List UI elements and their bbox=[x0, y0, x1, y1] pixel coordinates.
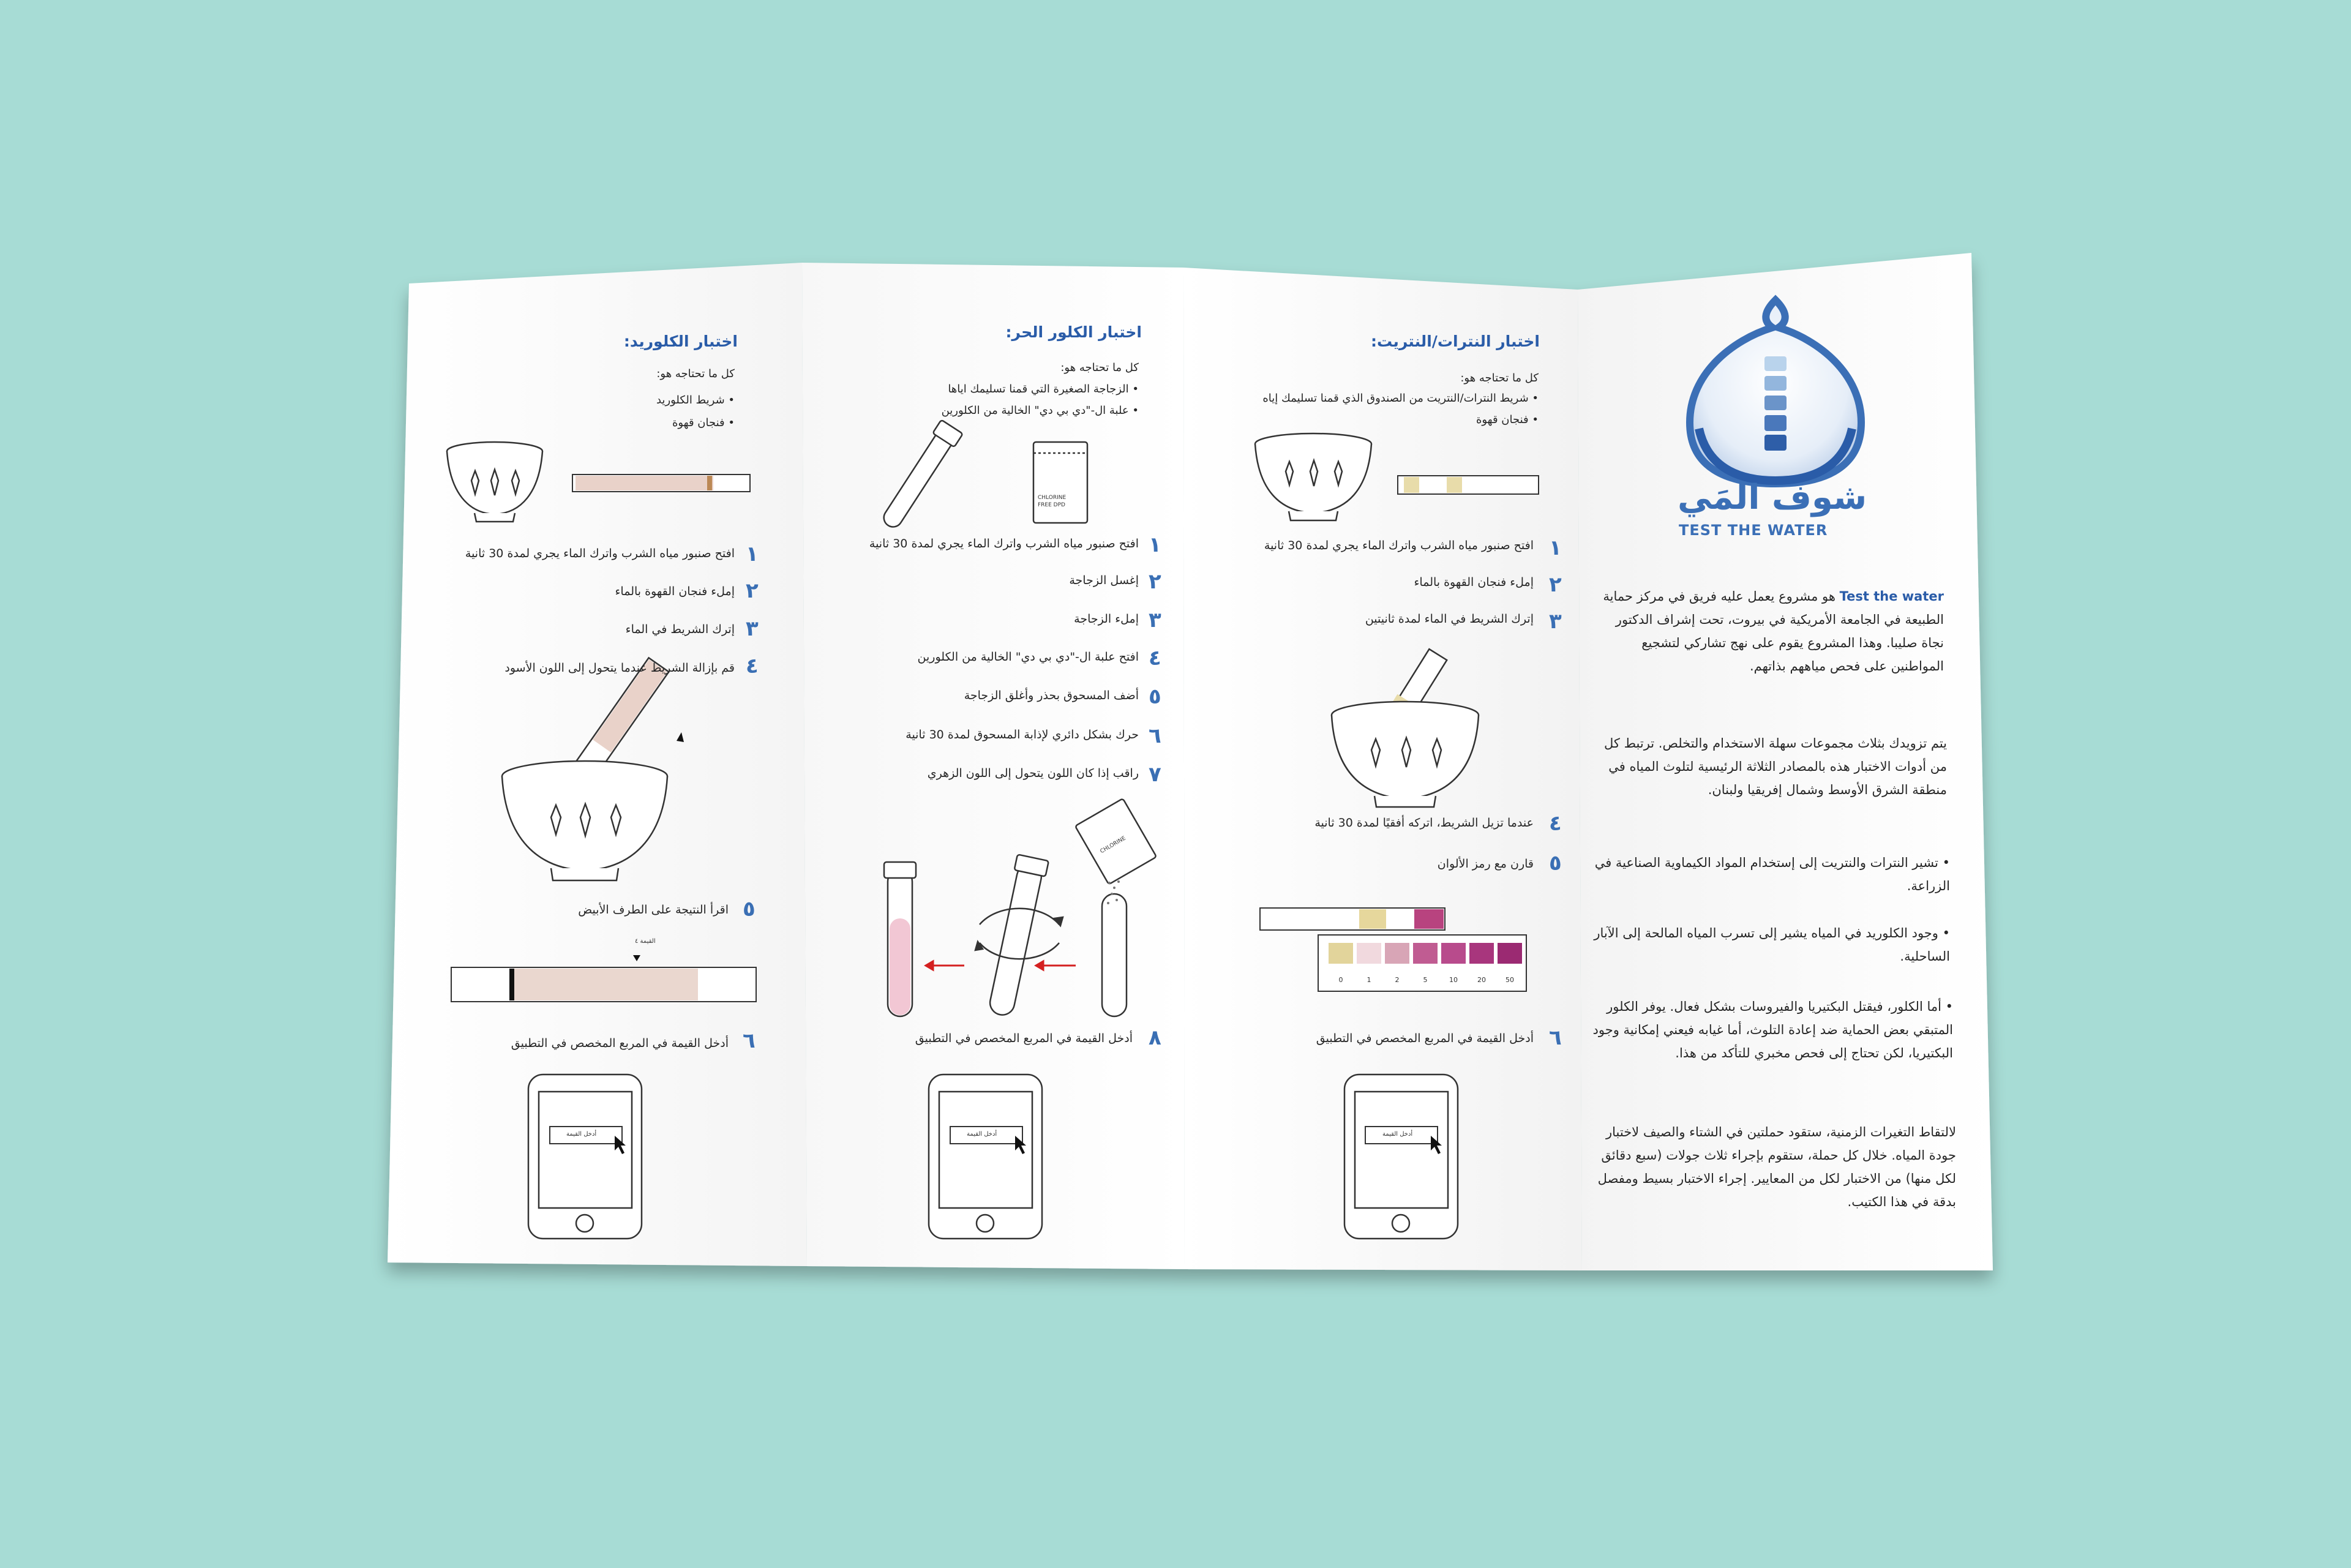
chlorine-step-6: حرك بشكل دائري لإذابة المسحوق لمدة 30 ثانية bbox=[906, 728, 1139, 741]
chlorine-step-8: أدخل القيمة في المربع المخصص في التطبيق bbox=[915, 1032, 1133, 1045]
chlorine-item-2: • علبة ال-"دي بي دي" الخالية من الكلورين bbox=[941, 404, 1139, 417]
chlorine-item-1: • الزجاجة الصغيرة التي قمنا تسليمك اياها bbox=[948, 383, 1139, 396]
brand-name-arabic: شوف المَي bbox=[1678, 478, 1867, 517]
nitrate-step-1: افتح صنبور مياه الشرب واترك الماء يجري لمدة 30 ثانية bbox=[1264, 539, 1534, 552]
svg-text:CHLORINE: CHLORINE bbox=[1099, 835, 1127, 855]
nitrate-item-2-text: فنجان قهوة bbox=[1475, 413, 1529, 426]
chlorine-step-5-number: ٥ bbox=[1149, 685, 1161, 709]
nitrate-scale-swatch bbox=[1441, 943, 1466, 964]
phone-illustration-chlorine bbox=[929, 1075, 1042, 1239]
chlorine-step-2-number: ٢ bbox=[1149, 569, 1161, 594]
chloride-step-1: افتح صنبور مياه الشرب واترك الماء يجري لمدة 30 ثانية bbox=[465, 547, 735, 560]
svg-text:FREE DPD: FREE DPD bbox=[1038, 502, 1065, 508]
chlorine-title: اختبار الكلور الحر: bbox=[1005, 323, 1142, 341]
nitrate-step-6: أدخل القيمة في المربع المخصص في التطبيق bbox=[1316, 1032, 1534, 1045]
chlorine-item-1-text: الزجاجة الصغيرة التي قمنا تسليمك اياها bbox=[948, 383, 1129, 396]
chlorine-item-2-text: علبة ال-"دي بي دي" الخالية من الكلورين bbox=[941, 404, 1129, 417]
chloride-step-2-number: ٢ bbox=[746, 579, 759, 603]
chlorine-step-7: راقب إذا كان اللون يتحول إلى اللون الزهري bbox=[927, 767, 1139, 780]
chlorine-step-1: افتح صنبور مياه الشرب واترك الماء يجري لمدة 30 ثانية bbox=[869, 537, 1139, 550]
chloride-item-1: • شريط الكلوريد bbox=[656, 394, 735, 407]
intro-brand-lead: Test the water bbox=[1839, 589, 1944, 604]
chlorine-step-8-number: ٨ bbox=[1149, 1026, 1161, 1050]
nitrate-scale-label: 50 bbox=[1505, 976, 1514, 984]
nitrate-step-3-number: ٣ bbox=[1549, 609, 1562, 634]
phone-illustration-chloride bbox=[528, 1075, 642, 1239]
chloride-item-2-text: فنجان قهوة bbox=[672, 416, 725, 429]
chloride-step-3: إترك الشريط في الماء bbox=[625, 623, 735, 636]
nitrate-step-3: إترك الشريط في الماء لمدة ثانيتين bbox=[1365, 612, 1534, 626]
intro-bullet-chlorine: • أما الكلور، فيقتل البكتيريا والفيروسات بشكل فعال. يوفر الكلور المتبقي بعض الحماية ضد إعادة التلوث، أما غيابه فيعني إمكانية وجود البكتيريا، لكن تحتاج إلى فحص مخبري للتأكد من هذا. bbox=[1592, 999, 1953, 1060]
chlorine-need-label: كل ما تحتاجه هو: bbox=[1060, 361, 1139, 374]
chloride-step-4: قم بإزالة الشريط عندما يتحول إلى اللون الأسود bbox=[504, 661, 735, 675]
nitrate-item-2: • فنجان قهوة bbox=[1475, 413, 1539, 426]
nitrate-scale-label: 10 bbox=[1449, 976, 1458, 984]
nitrate-scale-swatch bbox=[1329, 943, 1353, 964]
nitrate-scale-label: 1 bbox=[1367, 976, 1371, 984]
phone-illustration-nitrate bbox=[1344, 1075, 1458, 1239]
chloride-strip-marker-label: القيمة ٤ bbox=[635, 938, 656, 945]
chlorine-step-7-number: ٧ bbox=[1149, 762, 1161, 787]
chloride-step-2: إملء فنجان القهوة بالماء bbox=[615, 585, 735, 598]
nitrate-scale-label: 0 bbox=[1338, 976, 1343, 984]
nitrate-scale-swatch bbox=[1498, 943, 1522, 964]
chlorine-step-3: إملء الزجاجة bbox=[1074, 612, 1139, 626]
chloride-step-1-number: ١ bbox=[746, 542, 759, 566]
intro-p1-text: هو مشروع يعمل عليه فريق في مركز حماية الطبيعة في الجامعة الأمريكية في بيروت، تحت إشراف الدكتور نجاة صليبا. وهذا المشروع يقوم على نهج تشاركي لتشجيع المواطنين على فحص مياههم بذاتهم. bbox=[1603, 589, 1944, 673]
chlorine-step-4-number: ٤ bbox=[1149, 646, 1161, 670]
chloride-need-label: كل ما تحتاجه هو: bbox=[656, 367, 735, 380]
nitrate-title: اختبار النترات/النتريت: bbox=[1371, 332, 1540, 350]
nitrate-step-6-number: ٦ bbox=[1549, 1026, 1562, 1050]
chloride-step-6-number: ٦ bbox=[743, 1029, 756, 1053]
nitrate-scale-label: 20 bbox=[1477, 976, 1486, 984]
chloride-step-6: أدخل القيمة في المربع المخصص في التطبيق bbox=[511, 1037, 729, 1050]
chlorine-step-6-number: ٦ bbox=[1149, 724, 1161, 748]
nitrate-step-2: إملء فنجان القهوة بالماء bbox=[1414, 576, 1534, 589]
nitrate-step-1-number: ١ bbox=[1549, 536, 1562, 560]
intro-bullet-chloride: • وجود الكلوريد في المياه يشير إلى تسرب المياه المالحة إلى الآبار الساحلية. bbox=[1594, 926, 1950, 964]
chloride-step-5: اقرأ النتيجة على الطرف الأبيض bbox=[578, 903, 729, 917]
intro-bullet-nitrate: • تشير النترات والنتريت إلى إستخدام المواد الكيماوية الصناعية في الزراعة. bbox=[1594, 855, 1950, 893]
intro-paragraph-3: لالتقاط التغيرات الزمنية، ستقود حملتين في الشتاء والصيف لاختبار جودة المياه. خلال كل حملة، ستقوم بإجراء ثلاث جولات (سبع دقائق لكل منها) من الاختبار لكل من المعايير. إجراء الاختبار بسيط ومفصل بدقة في هذا الكتيب. bbox=[1597, 1125, 1956, 1209]
chlorine-phone-box-label: أدخل القيمة bbox=[967, 1131, 997, 1138]
dpd-packet-illustration bbox=[1033, 442, 1087, 523]
nitrate-scale-swatch bbox=[1469, 943, 1494, 964]
nitrate-item-1: • شريط النترات/النتريت من الصندوق الذي قمنا تسليمك إياه bbox=[1262, 392, 1539, 405]
chloride-step-3-number: ٣ bbox=[746, 617, 759, 641]
chlorine-step-4: افتح علبة ال-"دي بي دي" الخالية من الكلورين bbox=[917, 650, 1139, 664]
chloride-item-2: • فنجان قهوة bbox=[672, 416, 735, 429]
nitrate-scale-swatch bbox=[1413, 943, 1438, 964]
nitrate-step-5-number: ٥ bbox=[1549, 851, 1562, 876]
chloride-step-4-number: ٤ bbox=[746, 654, 759, 678]
nitrate-strip-illustration bbox=[1398, 476, 1539, 494]
nitrate-scale-swatch bbox=[1385, 943, 1409, 964]
chlorine-step-5: أضف المسحوق بحذر وأغلق الزجاجة bbox=[964, 689, 1139, 702]
chloride-strip-illustration bbox=[572, 475, 750, 492]
chloride-item-1-text: شريط الكلوريد bbox=[656, 394, 725, 407]
nitrate-step-2-number: ٢ bbox=[1549, 572, 1562, 597]
nitrate-need-label: كل ما تحتاجه هو: bbox=[1460, 372, 1539, 384]
nitrate-color-scale bbox=[1318, 935, 1526, 991]
nitrate-scale-label: 5 bbox=[1423, 976, 1428, 984]
nitrate-step-5: قارن مع رمز الألوان bbox=[1437, 857, 1534, 871]
intro-paragraph-2: يتم تزويدك بثلاث مجموعات سهلة الاستخدام والتخلص. ترتبط كل من أدوات الاختبار هذه بالمصادر الثلاثة الرئيسية لتلوث المياه في منطقة الشرق الأوسط وشمال إفريقيا ولبنان. bbox=[1604, 736, 1947, 797]
intro-paragraph-1 bbox=[1592, 585, 1944, 678]
nitrate-step-4-number: ٤ bbox=[1549, 811, 1562, 836]
chloride-phone-box-label: أدخل القيمة bbox=[566, 1131, 597, 1138]
nitrate-step-4: عندما تزيل الشريط، اتركه أفقيًا لمدة 30 ثانية bbox=[1314, 816, 1534, 830]
nitrate-scale-swatch bbox=[1357, 943, 1381, 964]
chlorine-step-2: إغسل الزجاجة bbox=[1069, 574, 1139, 587]
nitrate-result-strip bbox=[1260, 908, 1445, 930]
svg-text:CHLORINE: CHLORINE bbox=[1038, 495, 1067, 501]
chlorine-step-3-number: ٣ bbox=[1149, 608, 1161, 632]
chloride-title: اختبار الكلوريد: bbox=[623, 332, 738, 350]
nitrate-phone-box-label: أدخل القيمة bbox=[1382, 1131, 1413, 1138]
brand-name-english: TEST THE WATER bbox=[1679, 522, 1828, 539]
chloride-step-5-number: ٥ bbox=[743, 897, 756, 921]
chlorine-step-1-number: ١ bbox=[1149, 533, 1161, 557]
nitrate-scale-label: 2 bbox=[1395, 976, 1400, 984]
nitrate-item-1-text: شريط النترات/النتريت من الصندوق الذي قمنا تسليمك إياه bbox=[1262, 392, 1529, 405]
